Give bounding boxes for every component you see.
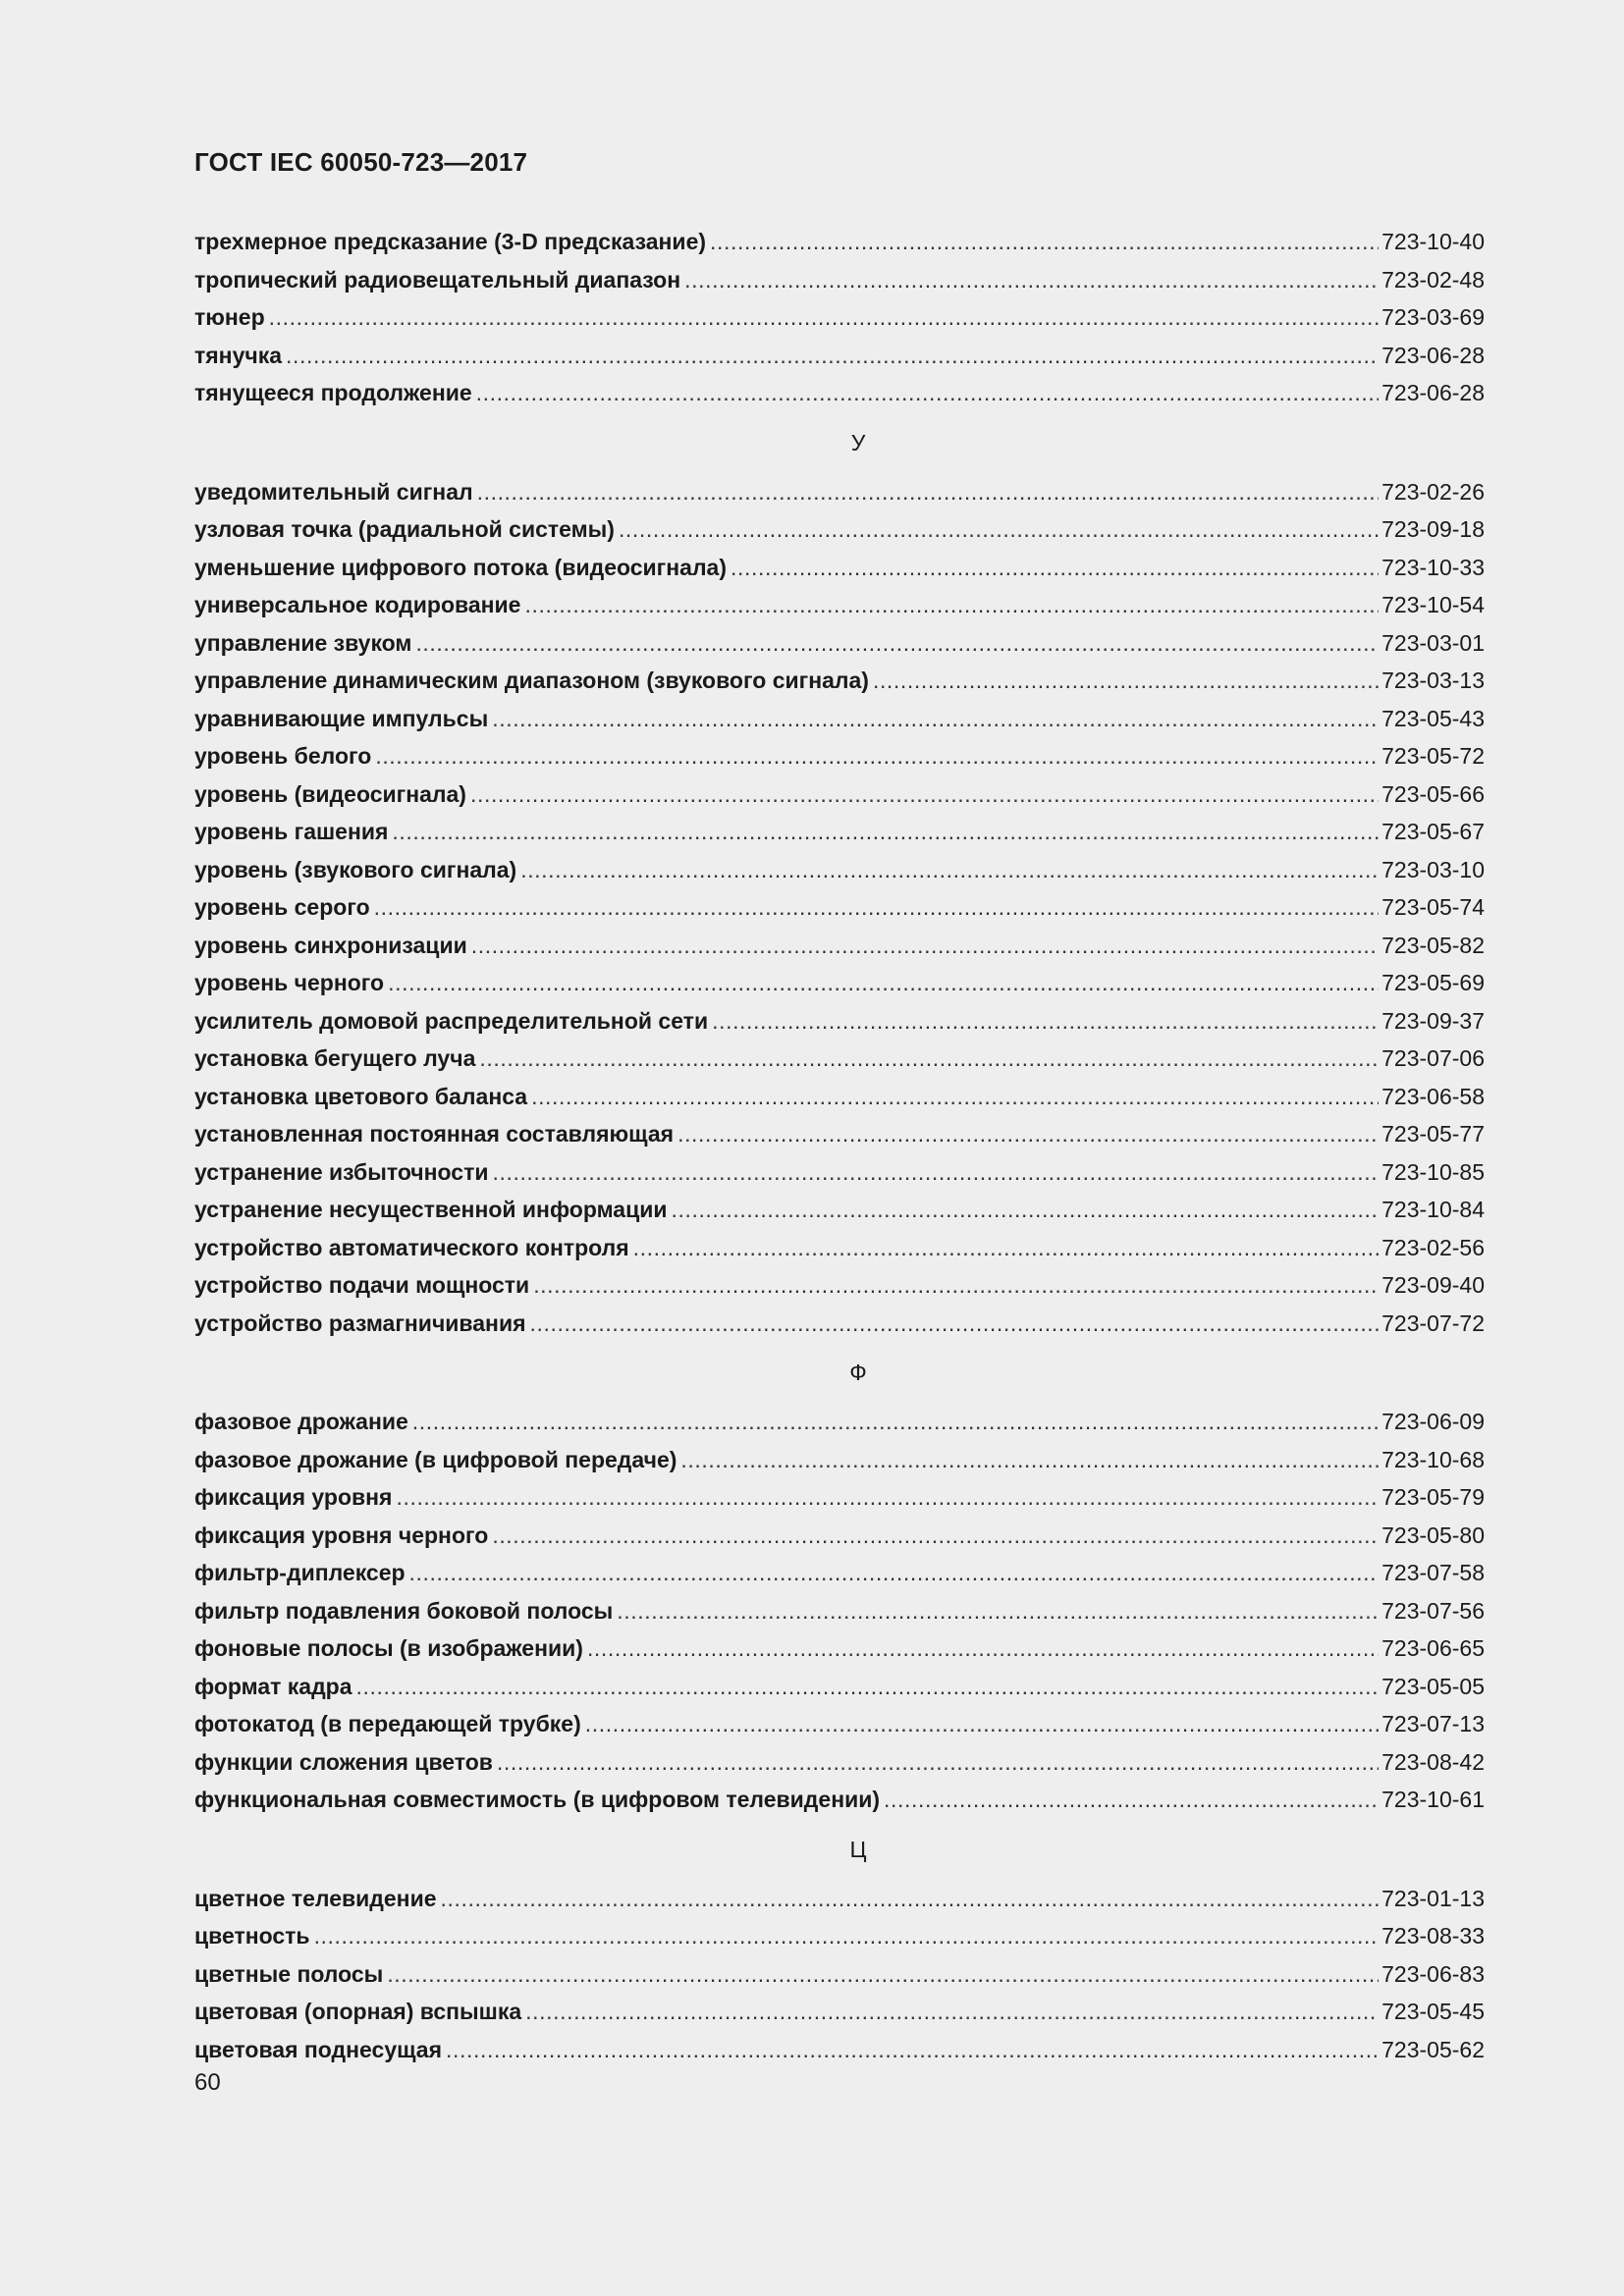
entry-term: узловая точка (радиальной системы) <box>194 516 615 542</box>
entry-term: устройство подачи мощности <box>194 1272 530 1298</box>
index-entry <box>194 1955 1485 1994</box>
entry-term: фотокатод (в передающей трубке) <box>194 1711 581 1736</box>
entry-term: устранение избыточности <box>194 1158 489 1185</box>
dot-leader <box>710 223 1379 261</box>
entry-code: 723-10-68 <box>1381 1446 1485 1472</box>
entry-term: трехмерное предсказание (3-D предсказание) <box>194 229 707 254</box>
entry-code: 723-10-40 <box>1381 229 1485 254</box>
entry-code: 723-05-45 <box>1381 1999 1485 2024</box>
entry-term: цветовая поднесущая <box>194 2036 443 2062</box>
dot-leader <box>479 1040 1379 1078</box>
index-entry <box>194 851 1485 889</box>
entry-term: фильтр подавления боковой полосы <box>194 1597 614 1624</box>
dot-leader <box>492 700 1379 738</box>
index-entry <box>194 549 1485 587</box>
index-entry <box>194 1229 1485 1267</box>
entry-term: уровень белого <box>194 743 372 769</box>
dot-leader <box>525 1993 1379 2031</box>
entry-term: уровень синхронизации <box>194 932 467 958</box>
entry-term: уменьшение цифрового потока (видеосигнала) <box>194 554 728 580</box>
entry-code: 723-07-13 <box>1381 1711 1485 1736</box>
entry-code: 723-06-28 <box>1381 380 1485 405</box>
dot-leader <box>471 927 1379 965</box>
index-entry <box>194 261 1485 299</box>
entry-term: цветовая (опорная) вспышка <box>194 1999 522 2024</box>
entry-code: 723-02-48 <box>1381 266 1485 293</box>
dot-leader <box>520 851 1379 889</box>
dot-leader <box>680 1441 1379 1479</box>
index-entry <box>194 374 1485 412</box>
index-entry <box>194 473 1485 511</box>
entry-term: управление динамическим диапазоном (звукового сигнала) <box>194 667 869 693</box>
index-entry <box>194 775 1485 814</box>
dot-leader <box>497 1743 1379 1782</box>
entry-term: фиксация уровня <box>194 1484 393 1510</box>
index-entry <box>194 1153 1485 1192</box>
index-entry <box>194 700 1485 738</box>
entry-term: фоновые полосы (в изображении) <box>194 1635 583 1661</box>
entry-term: установка цветового баланса <box>194 1083 528 1109</box>
entry-term: управление звуком <box>194 629 412 656</box>
entry-code: 723-03-10 <box>1381 856 1485 882</box>
index-entry <box>194 624 1485 663</box>
entry-code: 723-08-33 <box>1381 1923 1485 1949</box>
entry-term: универсальное кодирование <box>194 592 521 617</box>
dot-leader <box>731 549 1379 587</box>
dot-leader <box>533 1266 1379 1305</box>
index-entry <box>194 1115 1485 1153</box>
dot-leader <box>396 1478 1379 1517</box>
index-entry <box>194 1441 1485 1479</box>
section-letter: У <box>850 429 866 455</box>
entry-term: фазовое дрожание <box>194 1409 408 1434</box>
dot-leader <box>617 1592 1379 1630</box>
entry-term: установленная постоянная составляющая <box>194 1121 675 1147</box>
entry-term: уровень серого <box>194 894 370 920</box>
entry-term: уравнивающие импульсы <box>194 705 489 731</box>
entry-term: устройство автоматического контроля <box>194 1234 629 1260</box>
index-entry <box>194 964 1485 1002</box>
entry-term: уровень (видеосигнала) <box>194 780 466 807</box>
index-entry <box>194 1002 1485 1041</box>
dot-leader <box>524 586 1379 624</box>
dot-leader <box>587 1629 1379 1668</box>
entry-code: 723-07-06 <box>1381 1045 1485 1071</box>
entry-code: 723-03-69 <box>1381 304 1485 330</box>
index-entry <box>194 1403 1485 1441</box>
entry-term: цветность <box>194 1923 310 1949</box>
entry-code: 723-10-85 <box>1381 1158 1485 1185</box>
dot-leader <box>677 1115 1379 1153</box>
entry-term: усилитель домовой распределительной сети <box>194 1007 709 1034</box>
index-entry <box>194 1917 1485 1955</box>
index-entry <box>194 1668 1485 1706</box>
dot-leader <box>392 813 1379 851</box>
term-index <box>194 223 1485 2068</box>
index-entry <box>194 1743 1485 1782</box>
index-entry <box>194 337 1485 375</box>
entry-term: фиксация уровня черного <box>194 1522 489 1548</box>
entry-term: фильтр-диплексер <box>194 1560 406 1585</box>
index-entry <box>194 1592 1485 1630</box>
entry-term: цветные полосы <box>194 1960 384 1987</box>
entry-term: цветное телевидение <box>194 1885 437 1911</box>
dot-leader <box>712 1002 1379 1041</box>
index-entry <box>194 2031 1485 2069</box>
dot-leader <box>477 473 1380 511</box>
dot-leader <box>671 1191 1379 1229</box>
entry-code: 723-03-13 <box>1381 667 1485 693</box>
entry-code: 723-05-80 <box>1381 1522 1485 1548</box>
dot-leader <box>492 1153 1379 1192</box>
dot-leader <box>476 374 1379 412</box>
section-letter: Ц <box>849 1836 867 1862</box>
entry-term: уровень (звукового сигнала) <box>194 856 517 882</box>
entry-term: установка бегущего луча <box>194 1045 476 1071</box>
entry-code: 723-08-42 <box>1381 1748 1485 1775</box>
entry-code: 723-05-05 <box>1381 1673 1485 1699</box>
entry-term: функции сложения цветов <box>194 1748 493 1775</box>
dot-leader <box>873 662 1379 700</box>
entry-code: 723-09-40 <box>1381 1272 1485 1298</box>
entry-code: 723-06-83 <box>1381 1960 1485 1987</box>
index-entry <box>194 1305 1485 1343</box>
entry-term: устранение несущественной информации <box>194 1197 668 1222</box>
dot-leader <box>470 775 1379 814</box>
entry-term: уровень гашения <box>194 819 389 844</box>
entry-code: 723-07-58 <box>1381 1560 1485 1585</box>
entry-code: 723-07-72 <box>1381 1309 1485 1336</box>
index-entry <box>194 1266 1485 1305</box>
dot-leader <box>884 1781 1379 1819</box>
document-header: ГОСТ IEC 60050-723—2017 <box>194 147 528 177</box>
entry-code: 723-10-61 <box>1381 1787 1485 1812</box>
entry-code: 723-02-26 <box>1381 478 1485 505</box>
entry-term: тянущееся продолжение <box>194 380 472 405</box>
dot-leader <box>375 737 1379 775</box>
index-entry <box>194 223 1485 261</box>
dot-leader <box>633 1229 1379 1267</box>
index-entry <box>194 586 1485 624</box>
section-letter: Ф <box>849 1360 867 1385</box>
entry-code: 723-05-62 <box>1381 2036 1485 2062</box>
index-entry <box>194 1517 1485 1555</box>
entry-term: уведомительный сигнал <box>194 478 473 505</box>
entry-code: 723-07-56 <box>1381 1597 1485 1624</box>
dot-leader <box>446 2031 1379 2069</box>
entry-code: 723-09-18 <box>1381 516 1485 542</box>
dot-leader <box>388 964 1379 1002</box>
dot-leader <box>585 1705 1379 1743</box>
entry-code: 723-05-74 <box>1381 894 1485 920</box>
entry-code: 723-06-09 <box>1381 1409 1485 1434</box>
entry-term: тюнер <box>194 304 265 330</box>
dot-leader <box>492 1517 1379 1555</box>
index-entry <box>194 298 1485 337</box>
index-entry <box>194 813 1485 851</box>
dot-leader <box>356 1668 1380 1706</box>
entry-code: 723-03-01 <box>1381 629 1485 656</box>
entry-term: фазовое дрожание (в цифровой передаче) <box>194 1446 677 1472</box>
index-entry <box>194 888 1485 927</box>
index-entry <box>194 662 1485 700</box>
entry-code: 723-06-58 <box>1381 1083 1485 1109</box>
index-entry <box>194 1629 1485 1668</box>
dot-leader <box>530 1305 1380 1343</box>
entry-term: функциональная совместимость (в цифровом телевидении) <box>194 1787 881 1812</box>
entry-term: уровень черного <box>194 970 385 995</box>
dot-leader <box>409 1554 1380 1592</box>
dot-leader <box>374 888 1379 927</box>
entry-code: 723-06-28 <box>1381 342 1485 368</box>
entry-code: 723-09-37 <box>1381 1007 1485 1034</box>
entry-term: устройство размагничивания <box>194 1309 526 1336</box>
dot-leader <box>415 624 1379 663</box>
page-number: 60 <box>194 2069 221 2096</box>
dot-leader <box>441 1880 1380 1918</box>
entry-code: 723-05-69 <box>1381 970 1485 995</box>
entry-term: тропический радиовещательный диапазон <box>194 266 681 293</box>
dot-leader <box>286 337 1379 375</box>
dot-leader <box>412 1403 1379 1441</box>
dot-leader <box>684 261 1379 299</box>
dot-leader <box>387 1955 1379 1994</box>
entry-code: 723-05-72 <box>1381 743 1485 769</box>
index-entry <box>194 1781 1485 1819</box>
index-entry <box>194 927 1485 965</box>
index-entry <box>194 1993 1485 2031</box>
entry-code: 723-05-43 <box>1381 705 1485 731</box>
index-entry <box>194 1478 1485 1517</box>
dot-leader <box>531 1078 1379 1116</box>
dot-leader <box>314 1917 1380 1955</box>
entry-code: 723-05-79 <box>1381 1484 1485 1510</box>
index-entry <box>194 1880 1485 1918</box>
index-entry <box>194 1554 1485 1592</box>
entry-code: 723-05-66 <box>1381 780 1485 807</box>
entry-code: 723-05-82 <box>1381 932 1485 958</box>
dot-leader <box>619 510 1379 549</box>
dot-leader <box>269 298 1380 337</box>
entry-code: 723-05-77 <box>1381 1121 1485 1147</box>
entry-term: тянучка <box>194 342 283 368</box>
entry-code: 723-06-65 <box>1381 1635 1485 1661</box>
entry-code: 723-10-54 <box>1381 592 1485 617</box>
index-entry <box>194 1191 1485 1229</box>
index-entry <box>194 737 1485 775</box>
index-entry <box>194 1705 1485 1743</box>
entry-term: формат кадра <box>194 1673 352 1699</box>
entry-code: 723-10-33 <box>1381 554 1485 580</box>
index-entry <box>194 1040 1485 1078</box>
entry-code: 723-02-56 <box>1381 1234 1485 1260</box>
index-entry <box>194 1078 1485 1116</box>
entry-code: 723-01-13 <box>1381 1885 1485 1911</box>
index-entry <box>194 510 1485 549</box>
entry-code: 723-05-67 <box>1381 819 1485 844</box>
entry-code: 723-10-84 <box>1381 1197 1485 1222</box>
